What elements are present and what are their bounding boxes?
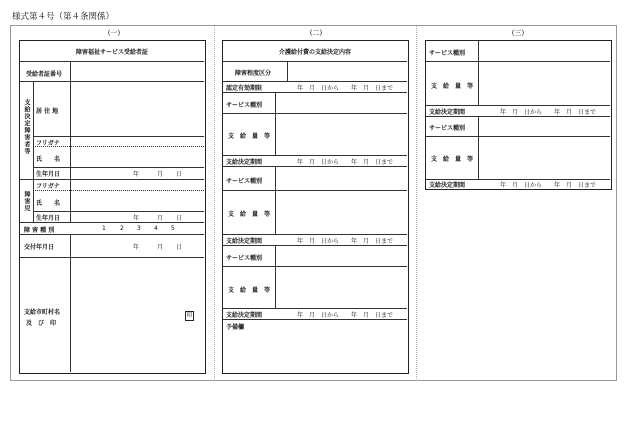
additional-services-panel xyxy=(425,40,612,190)
column-number-1: (一) xyxy=(107,29,121,37)
decision-period-label: 支給決定期間 xyxy=(226,312,263,319)
class-number: 5 xyxy=(171,225,175,232)
decision-period-label: 支給決定期間 xyxy=(429,109,466,116)
period-range: 年 月 日から 年 月 日まで xyxy=(297,312,394,319)
class-number: 4 xyxy=(154,225,158,232)
column-number-2: (二) xyxy=(309,29,323,37)
class-number: 1 xyxy=(102,225,106,232)
decision-period-label: 支給決定期間 xyxy=(226,238,263,245)
class-number: 3 xyxy=(137,225,141,232)
disability-level-label: 障害程度区分 xyxy=(235,70,272,77)
furigana-label: フリガナ xyxy=(36,140,60,147)
child-label: 障害児 xyxy=(23,191,30,212)
beneficiary-group-label: 支給決定障害者等 xyxy=(23,99,30,155)
class-number: 2 xyxy=(120,225,124,232)
day-label: 日 xyxy=(176,171,183,178)
month-label: 月 xyxy=(157,244,164,251)
supply-amount-label: 支 給 量 等 xyxy=(431,83,474,90)
month-label: 月 xyxy=(157,171,164,178)
child-birthdate-label: 生年月日 xyxy=(36,215,61,222)
child-furigana-label: フリガナ xyxy=(36,183,60,190)
supply-amount-label: 支 給 量 等 xyxy=(228,133,271,140)
panel-title: 介護給付費の支給決定内容 xyxy=(278,49,351,56)
day-label: 日 xyxy=(176,244,183,251)
remarks-label: 予備欄 xyxy=(226,324,245,331)
service-type-label: サービス種別 xyxy=(226,255,263,262)
column-number-3: (三) xyxy=(511,29,525,37)
municipality-label: 支給市町村名 xyxy=(24,309,61,316)
birthdate-label: 生年月日 xyxy=(36,171,61,178)
child-name-label: 氏 名 xyxy=(36,200,61,207)
supply-amount-label: 支 給 量 等 xyxy=(228,287,271,294)
year-label: 年 xyxy=(133,215,140,222)
service-type-label: サービス種別 xyxy=(226,178,263,185)
day-label: 日 xyxy=(176,215,183,222)
period-range: 年 月 日から 年 月 日まで xyxy=(500,182,597,189)
period-range: 年 月 日から 年 月 日まで xyxy=(297,238,394,245)
period-range: 年 月 日から 年 月 日まで xyxy=(500,109,597,116)
service-type-label: サービス種別 xyxy=(429,125,466,132)
cert-period-label: 認定有効期限 xyxy=(226,85,263,92)
seal-mark: 印 xyxy=(186,312,193,319)
period-range: 年 月 日から 年 月 日まで xyxy=(297,159,394,166)
name-label: 氏 名 xyxy=(36,156,61,163)
address-label: 居 住 地 xyxy=(36,108,59,115)
supply-amount-label: 支 給 量 等 xyxy=(228,211,271,218)
issue-date-label: 交付年月日 xyxy=(24,244,55,251)
panel-title: 障害福祉サービス受給者証 xyxy=(75,49,148,56)
disability-class-label: 障 害 種 別 xyxy=(24,227,55,234)
period-range: 年 月 日から 年 月 日まで xyxy=(297,85,394,92)
year-label: 年 xyxy=(133,244,140,251)
month-label: 月 xyxy=(157,215,164,222)
service-type-label: サービス種別 xyxy=(226,102,263,109)
decision-period-label: 支給決定期間 xyxy=(226,159,263,166)
care-benefit-panel xyxy=(222,40,409,374)
year-label: 年 xyxy=(133,171,140,178)
recipient-number-label: 受給者証番号 xyxy=(26,71,63,78)
recipient-certificate-panel xyxy=(19,40,206,374)
service-type-label: サービス種別 xyxy=(429,50,466,57)
column-divider xyxy=(416,26,417,381)
form-number-label: 様式第４号（第４条関係） xyxy=(12,12,115,22)
column-divider xyxy=(214,26,215,381)
seal-label: 及 び 印 xyxy=(26,320,57,327)
supply-amount-label: 支 給 量 等 xyxy=(431,156,474,163)
decision-period-label: 支給決定期間 xyxy=(429,182,466,189)
